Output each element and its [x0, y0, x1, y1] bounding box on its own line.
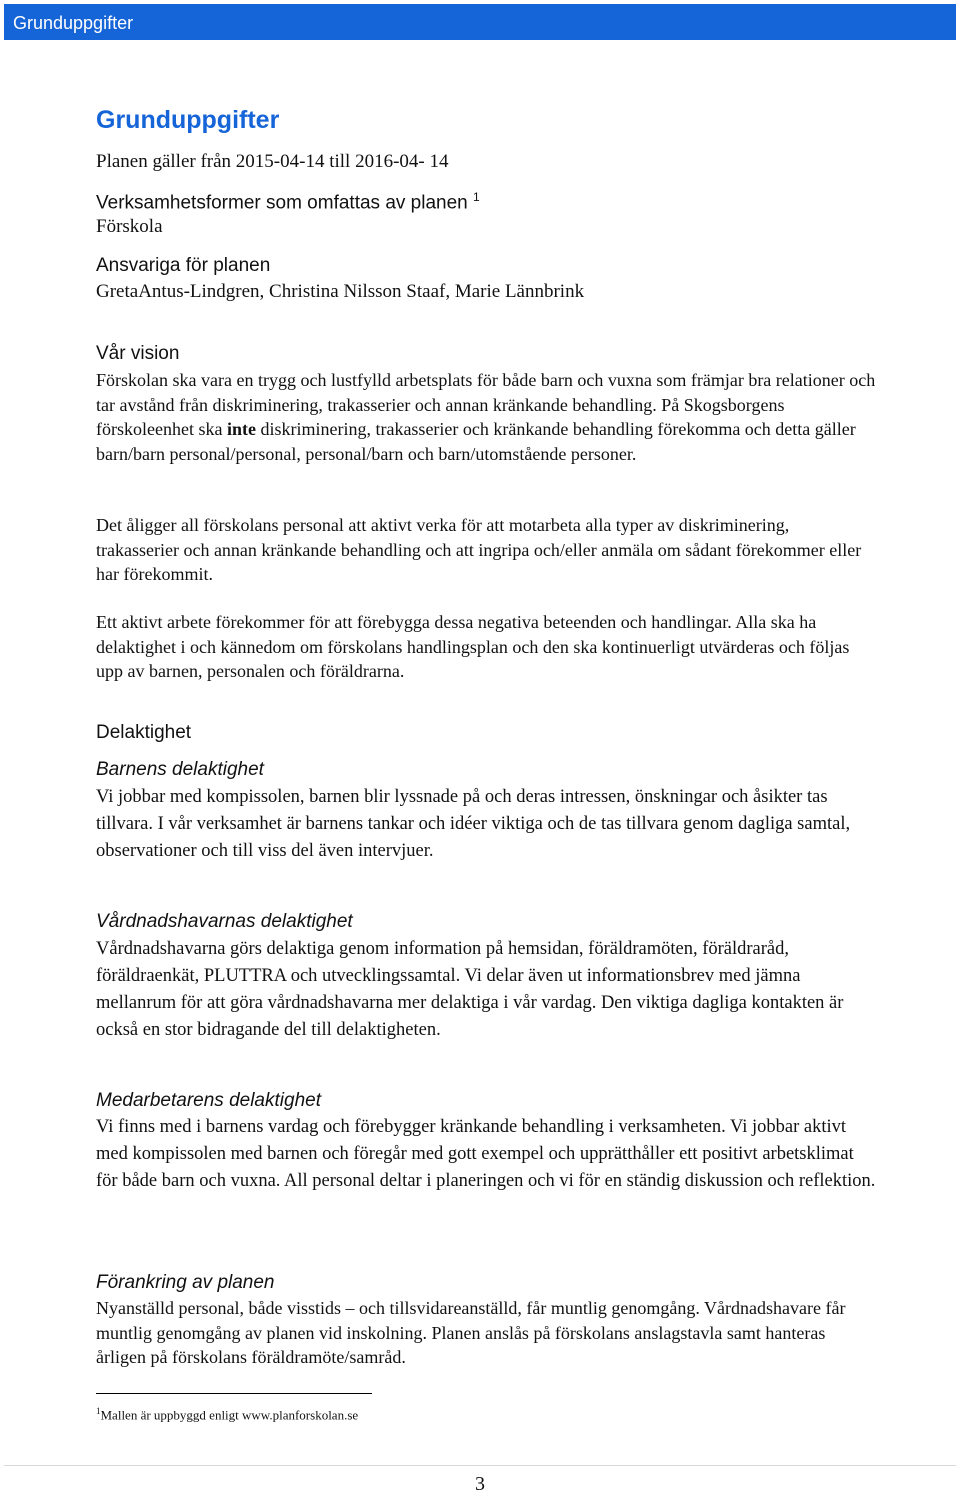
vision-text-bold: inte	[226, 419, 256, 439]
children-text: Vi jobbar med kompissolen, barnen blir lyssnade på och deras intressen, önskningar och åsikter tas tillvara. I vår verksamhet är barnens tankar och idéer viktiga och de tas tillvara genom dagliga samtal, observationer och till viss del även intervjuer.	[96, 787, 851, 861]
active-paragraph: Ett aktivt arbete förekommer för att förebygga dessa negativa beteenden och handlingar. Alla ska ha delaktighet i och kännedom om förskolans handlingsplan och den ska kontinuerligt utvärderas och följas upp av barnen, personalen och föräldrarna.	[96, 612, 850, 681]
vision-text-part1: Förskolan ska vara en trygg och lustfylld arbetsplats för både barn och vuxna som främjar bra relationer och tar avstånd från diskriminering, trakasserier och annan kränkande behandling. På Skogsborgens förskoleenhet ska	[96, 370, 876, 439]
header-bar	[4, 4, 956, 40]
responsible-heading: Ansvariga för planen	[96, 255, 271, 276]
footnote-ref: 1	[473, 190, 480, 204]
bottom-divider	[4, 1465, 956, 1466]
staff-heading: Medarbetarens delaktighet	[96, 1090, 321, 1111]
footnote	[96, 1406, 358, 1423]
staff-text: Vi finns med i barnens vardag och förebygger kränkande behandling i verksamheten. Vi jobbar aktivt med kompissolen med barnen och föregår med gott exempel och upprätthåller ett positivt arbetsklimat för både barn och vuxna. All personal deltar i planeringen och vi för en ständig diskussion och reflektion.	[96, 1117, 876, 1191]
vision-text	[96, 368, 876, 466]
duty-paragraph: Det åligger all förskolans personal att aktivt verka för att motarbeta alla typer av diskriminering, trakasserier och annan kränkande behandling och att ingripa och/eller anmäla om sådant förekommer eller har förekommit.	[96, 515, 862, 584]
participation-heading: Delaktighet	[96, 722, 192, 743]
vision-heading: Vår vision	[96, 343, 180, 364]
header-title: Grunduppgifter	[13, 13, 134, 33]
forms-heading	[96, 190, 480, 214]
page-number: 3	[475, 1473, 485, 1495]
page-title: Grunduppgifter	[96, 106, 280, 134]
forms-value: Förskola	[96, 216, 163, 237]
anchoring-heading: Förankring av planen	[96, 1272, 275, 1293]
footnote-divider	[96, 1393, 372, 1394]
responsible-value: GretaAntus-Lindgren, Christina Nilsson Staaf, Marie Lännbrink	[96, 281, 585, 302]
guardians-heading: Vårdnadshavarnas delaktighet	[96, 911, 353, 932]
vision-text-part2: diskriminering, trakasserier och kränkande behandling förekomma och detta gäller barn/barn personal/personal, personal/barn och barn/utomstående personer.	[96, 419, 856, 464]
footnote-number: 1	[96, 1406, 101, 1416]
footnote-text: Mallen är uppbyggd enligt www.planforskolan.se	[100, 1407, 359, 1423]
anchoring-text: Nyanställd personal, både visstids – och tillsvidareanställd, får muntlig genomgång. Vårdnadshavare får muntlig genomgång av planen vid inskolning. Planen anslås på förskolans anslagstavla samt hanteras årligen på förskolans föräldramöte/samråd.	[96, 1298, 846, 1367]
children-heading: Barnens delaktighet	[96, 759, 264, 780]
validity-text: Planen gäller från 2015-04-14 till 2016-04- 14	[96, 151, 449, 172]
forms-heading-text: Verksamhetsformer som omfattas av planen	[96, 192, 468, 214]
guardians-text: Vårdnadshavarna görs delaktiga genom information på hemsidan, föräldramöten, föräldraråd, föräldraenkät, PLUTTRA och utvecklingssamtal. Vi delar även ut informationsbrev med jämna mellanrum för att göra vårdnadshavarna mer delaktiga i vår vardag. Den viktiga dagliga kontakten är också en stor bidragande del till delaktigheten.	[96, 939, 844, 1040]
